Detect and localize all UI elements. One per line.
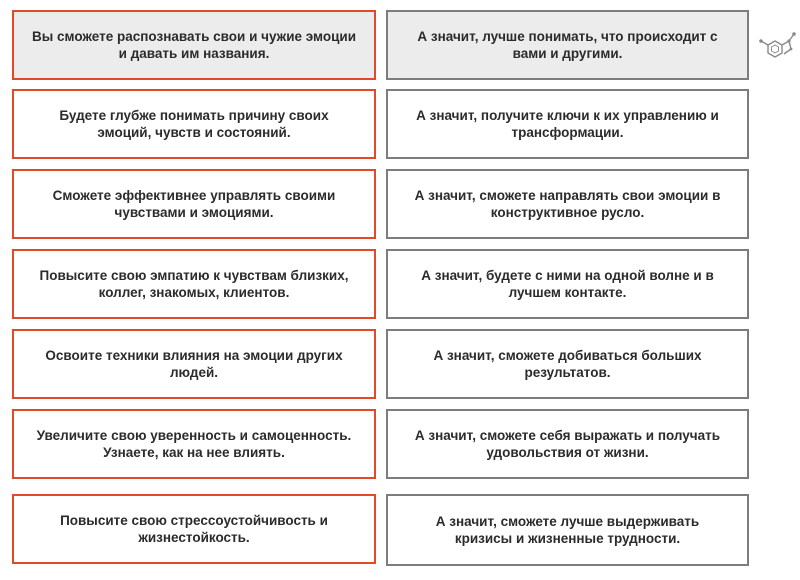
- result-box-3: [386, 169, 749, 239]
- benefit-box-6: [12, 409, 376, 479]
- result-box-1: [386, 10, 749, 80]
- benefit-box-1: [12, 10, 376, 80]
- molecule-icon: [758, 28, 800, 68]
- result-box-5: [386, 329, 749, 399]
- result-text-6: А значит, сможете себя выражать и получать удовольствия от жизни.: [414, 428, 721, 460]
- benefit-text-6: Увеличите свою уверенность и самоценность. Узнаете, как на нее влиять.: [36, 428, 352, 460]
- benefit-text-5: Освоите техники влияния на эмоции других людей.: [45, 348, 343, 380]
- result-text-7: А значит, сможете лучше выдерживать кризисы и жизненные трудности.: [435, 514, 700, 546]
- benefit-text-7: Повысите свою стрессоустойчивость и жизнестойкость.: [60, 513, 328, 545]
- benefit-text-1: Вы сможете распознавать свои и чужие эмоции и давать им названия.: [32, 29, 356, 61]
- result-box-2: [386, 89, 749, 159]
- benefit-text-3: Сможете эффективнее управлять своими чувствами и эмоциями.: [52, 188, 336, 220]
- result-text-2: А значит, получите ключи к их управлению и трансформации.: [416, 108, 719, 140]
- benefit-box-5: [12, 329, 376, 399]
- result-box-4: [386, 249, 749, 319]
- result-text-1: А значит, лучше понимать, что происходит с вами и другими.: [417, 29, 718, 61]
- benefit-text-2: Будете глубже понимать причину своих эмоций, чувств и состояний.: [59, 108, 329, 140]
- result-text-3: А значит, сможете направлять свои эмоции в конструктивное русло.: [414, 188, 721, 220]
- result-box-7: [386, 494, 749, 566]
- benefit-box-3: [12, 169, 376, 239]
- benefit-box-7: [12, 494, 376, 564]
- result-box-6: [386, 409, 749, 479]
- benefit-box-2: [12, 89, 376, 159]
- result-text-5: А значит, сможете добиваться больших результатов.: [433, 348, 702, 380]
- benefit-box-4: [12, 249, 376, 319]
- benefit-text-4: Повысите свою эмпатию к чувствам близких, коллег, знакомых, клиентов.: [39, 268, 349, 300]
- result-text-4: А значит, будете с ними на одной волне и в лучшем контакте.: [421, 268, 714, 300]
